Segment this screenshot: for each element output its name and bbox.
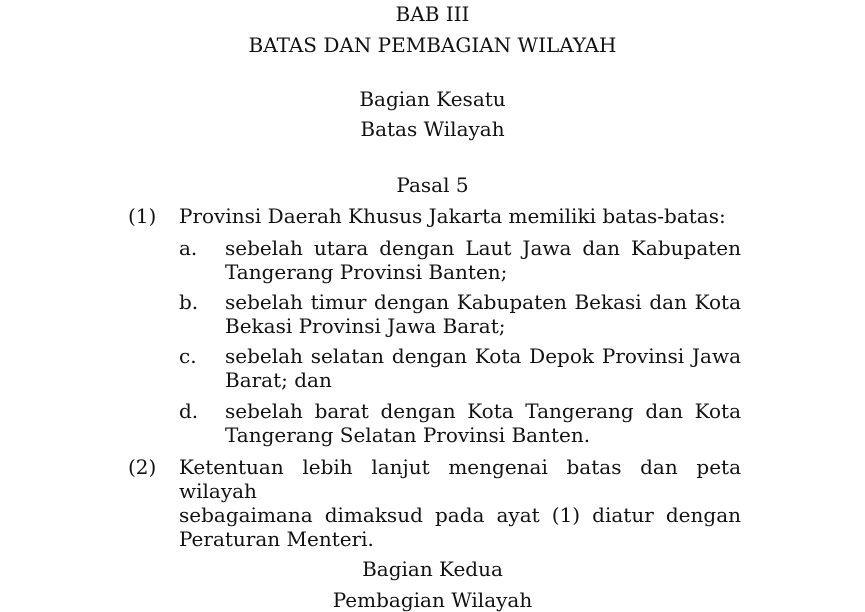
list-item-line: sebelah utara dengan Laut Jawa dan Kabupaten [225, 236, 741, 260]
list-item-text [225, 290, 741, 338]
list-item-letter: d. [179, 399, 199, 423]
chapter-number: BAB III [395, 2, 470, 26]
list-item-text [225, 344, 741, 392]
paragraph-number: (1) [128, 204, 157, 228]
list-item-line: sebelah selatan dengan Kota Depok Provinsi Jawa [225, 344, 741, 368]
list-item-line: Tangerang Selatan Provinsi Banten. [225, 423, 591, 447]
list-item-line: Tangerang Provinsi Banten; [225, 260, 508, 284]
list-item-text [225, 399, 741, 447]
list-item-letter: c. [179, 344, 197, 368]
section-label: Bagian Kesatu [359, 87, 506, 111]
article-title: Pasal 5 [396, 173, 469, 197]
section-title: Pembagian Wilayah [332, 588, 533, 612]
paragraph-number: (2) [128, 455, 157, 479]
paragraph-text: Provinsi Daerah Khusus Jakarta memiliki batas-batas: [179, 204, 726, 228]
list-item-line: sebelah barat dengan Kota Tangerang dan Kota [225, 399, 741, 423]
chapter-title: BATAS DAN PEMBAGIAN WILAYAH [248, 33, 617, 57]
section-label: Bagian Kedua [362, 557, 503, 581]
paragraph-line: Peraturan Menteri. [179, 527, 374, 551]
list-item-text [225, 236, 741, 284]
list-item-line: Bekasi Provinsi Jawa Barat; [225, 314, 506, 338]
list-item-line: Barat; dan [225, 368, 332, 392]
paragraph-text [179, 455, 741, 551]
paragraph-line: sebagaimana dimaksud pada ayat (1) diatur dengan [179, 503, 741, 527]
paragraph-line: Ketentuan lebih lanjut mengenai batas dan peta wilayah [179, 455, 741, 503]
section-title: Batas Wilayah [360, 117, 505, 141]
list-item-letter: a. [179, 236, 198, 260]
list-item-letter: b. [179, 290, 199, 314]
list-item-line: sebelah timur dengan Kabupaten Bekasi dan Kota [225, 290, 741, 314]
